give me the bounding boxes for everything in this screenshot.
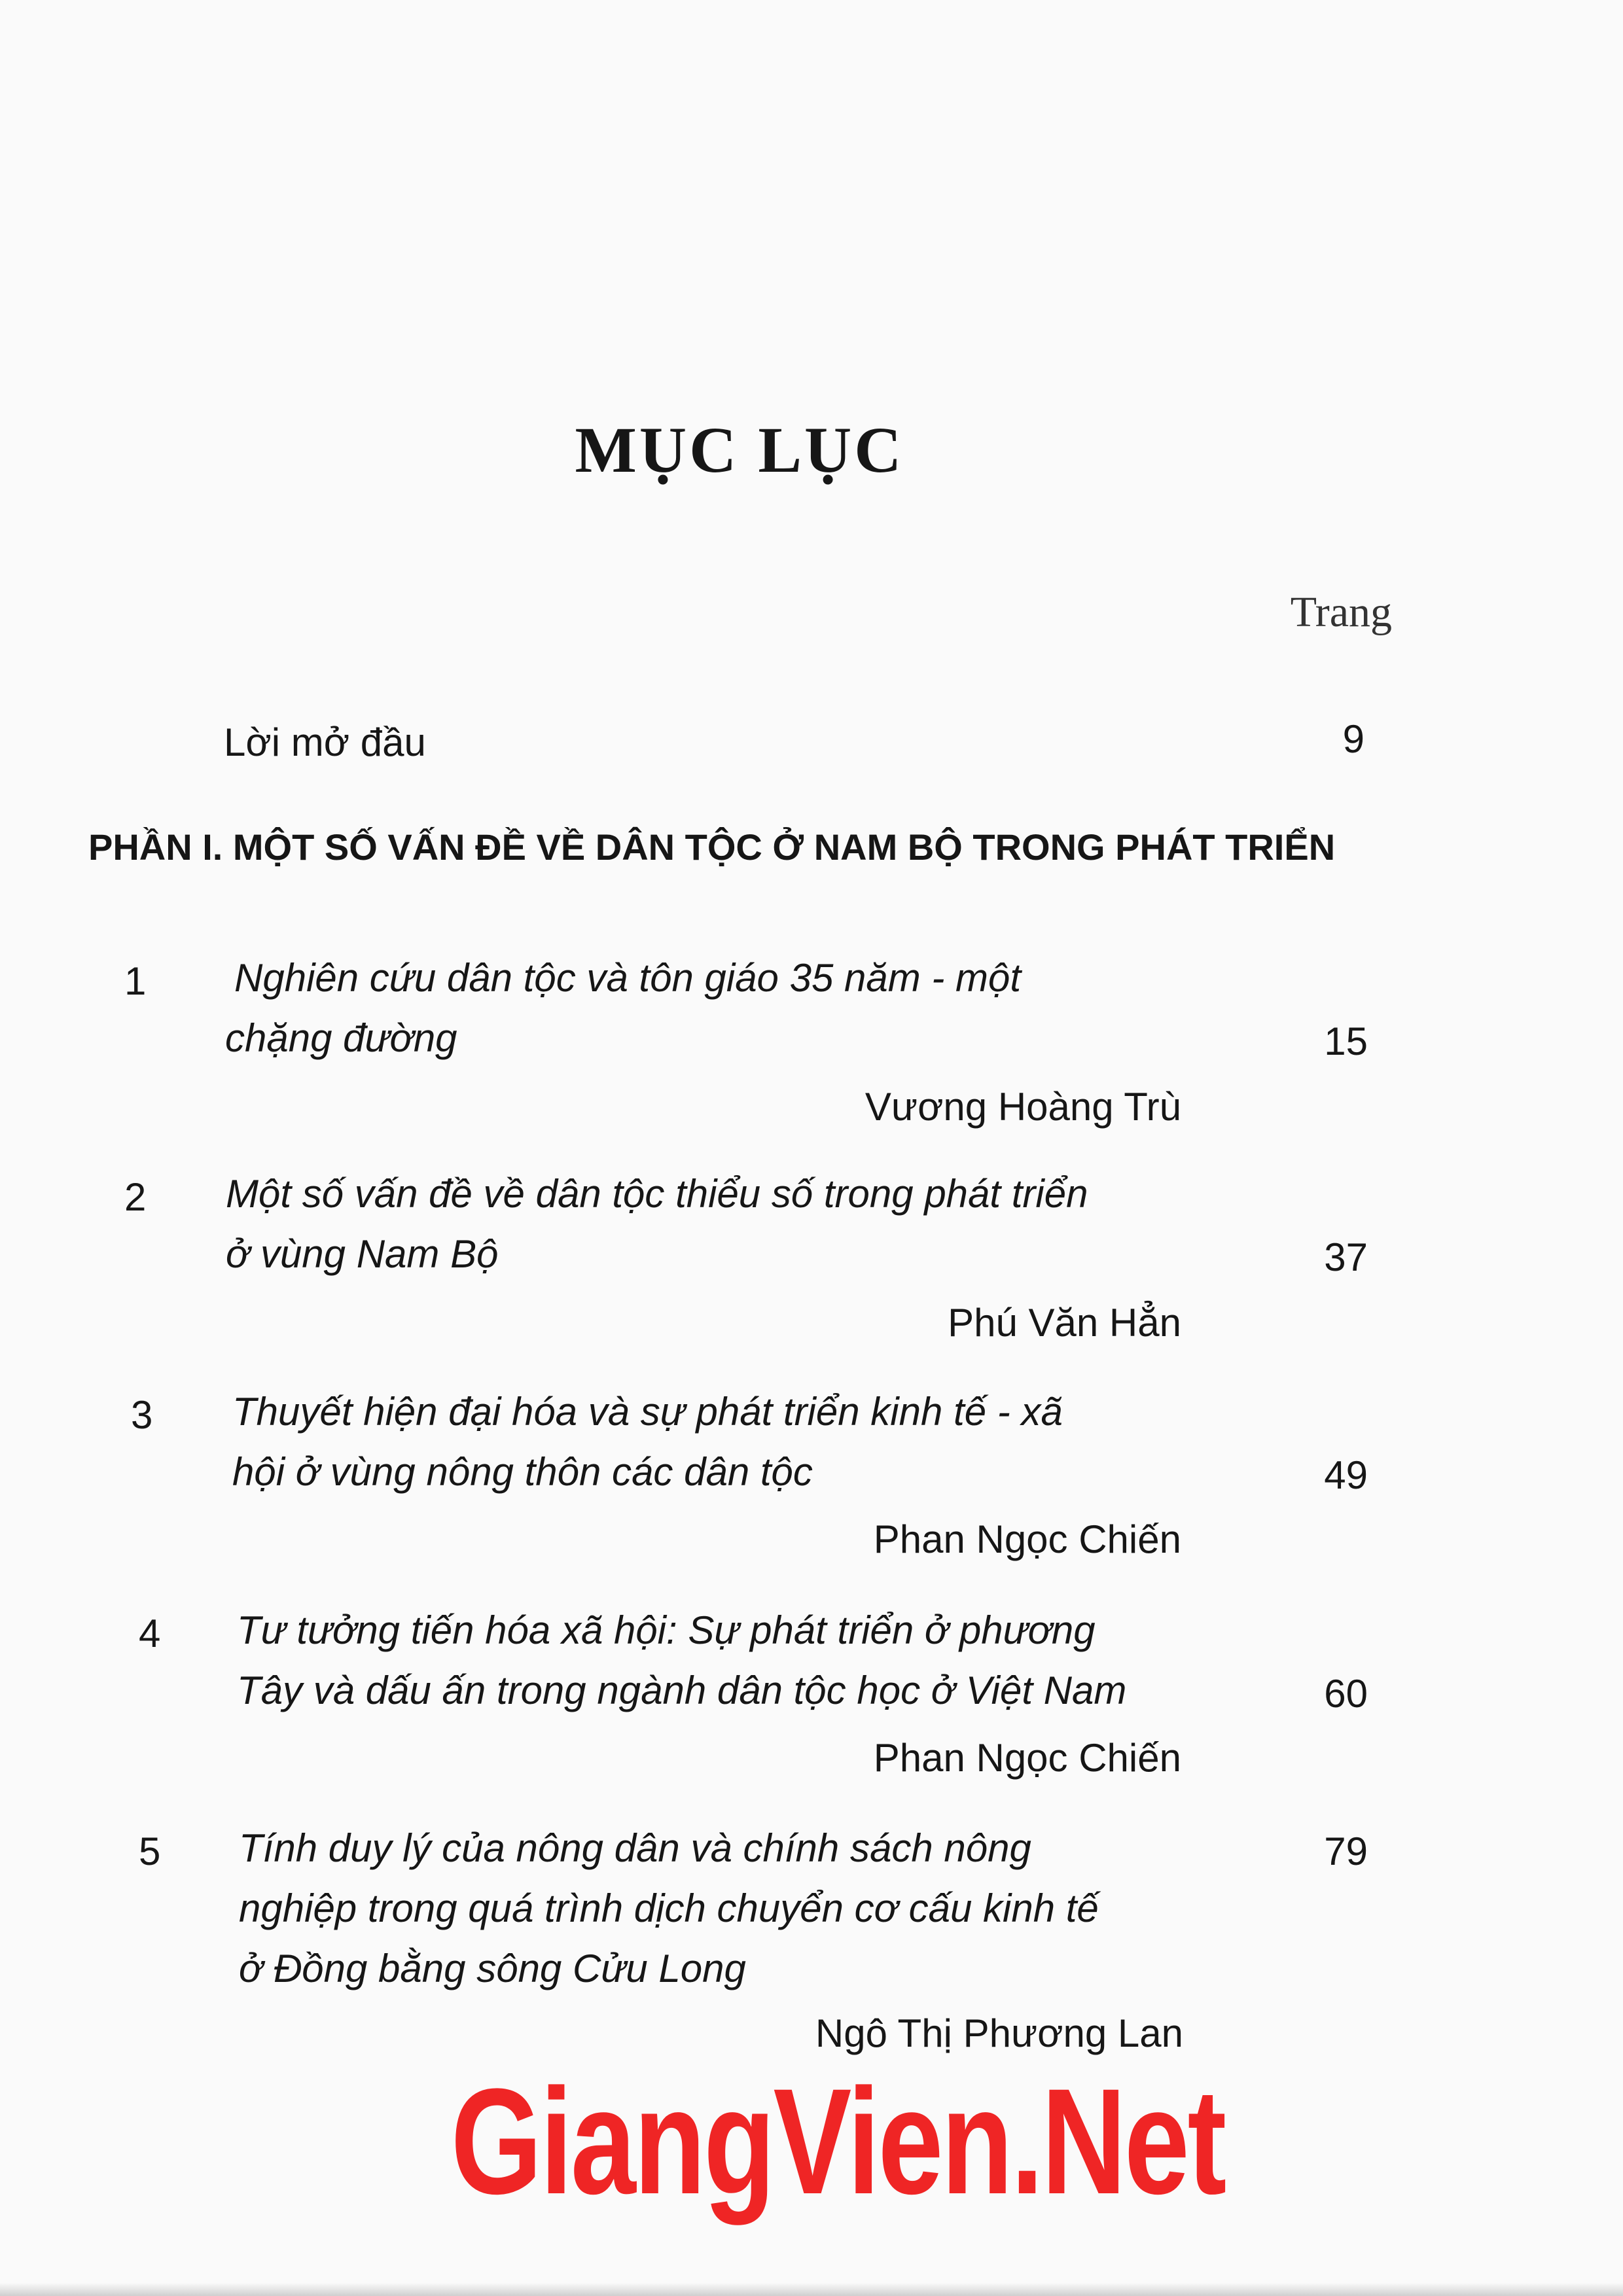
toc-entry: [0, 1826, 1623, 2091]
toc-entry-number: 3: [131, 1393, 153, 1437]
toc-entry-page: 49: [1324, 1453, 1368, 1497]
page-title: MỤC LỤC: [575, 414, 904, 486]
toc-entry-number: 2: [124, 1175, 147, 1219]
toc-entry-page: 60: [1324, 1672, 1368, 1716]
toc-entry-title-line: Nghiên cứu dân tộc và tôn giáo 35 năm - một: [234, 956, 1022, 1000]
toc-entry-author: Ngô Thị Phương Lan: [815, 2011, 1183, 2055]
toc-entry: [0, 956, 1623, 1155]
toc-entry-author: Vương Hoàng Trù: [865, 1085, 1181, 1129]
toc-entry-title: [225, 948, 1229, 1069]
toc-entry-page: 37: [1324, 1235, 1368, 1279]
toc-entry-number: 5: [139, 1829, 161, 1873]
toc-intro-page: 9: [1342, 717, 1364, 761]
toc-entry-title-line: hội ở vùng nông thôn các dân tộc: [232, 1450, 813, 1494]
toc-entry-title: [239, 1818, 1234, 1999]
toc-entry-title-line: Một số vấn đề về dân tộc thiểu số trong phát triển: [226, 1172, 1088, 1216]
toc-entry-title: [237, 1600, 1232, 1721]
toc-intro-label: Lời mở đầu: [224, 720, 426, 764]
toc-entry-title-line: Thuyết hiện đại hóa và sự phát triển kinh tế - xã: [232, 1390, 1063, 1434]
toc-entry: [0, 1608, 1623, 1807]
toc-entry-title-line: nghiệp trong quá trình dịch chuyển cơ cấu kinh tế: [239, 1886, 1099, 1930]
toc-entry-title-line: Tính duy lý của nông dân và chính sách nông: [239, 1826, 1031, 1870]
toc-entry-author: Phan Ngọc Chiến: [873, 1736, 1181, 1780]
toc-entry-number: 1: [124, 959, 147, 1003]
toc-entry: [0, 1174, 1623, 1371]
toc-entry-title-line: ở Đồng bằng sông Cửu Long: [239, 1947, 746, 1990]
toc-entry-title: [226, 1164, 1221, 1284]
toc-entry: [0, 1392, 1623, 1589]
page-bottom-edge: [0, 2283, 1623, 2296]
toc-entry-title-line: ở vùng Nam Bộ: [226, 1232, 499, 1276]
toc-entry-page: 79: [1324, 1829, 1368, 1873]
watermark-logo: GiangVien.Net: [450, 2057, 1225, 2225]
page-column-label: Trang: [1290, 588, 1392, 636]
toc-entry-title: [232, 1382, 1227, 1502]
toc-entry-page: 15: [1324, 1019, 1368, 1063]
toc-entry-title-line: Tư tưởng tiến hóa xã hội: Sự phát triển ở phương: [237, 1608, 1096, 1652]
toc-entry-title-line: chặng đường: [225, 1016, 457, 1060]
toc-entry-author: Phú Văn Hẳn: [948, 1301, 1181, 1345]
toc-entry-author: Phan Ngọc Chiến: [873, 1517, 1181, 1561]
toc-entry-number: 4: [139, 1612, 161, 1655]
toc-entry-title-line: Tây và dấu ấn trong ngành dân tộc học ở Việt Nam: [237, 1669, 1127, 1712]
section-heading: PHẦN I. MỘT SỐ VẤN ĐỀ VỀ DÂN TỘC Ở NAM BỘ TRONG PHÁT TRIỂN: [88, 826, 1336, 868]
